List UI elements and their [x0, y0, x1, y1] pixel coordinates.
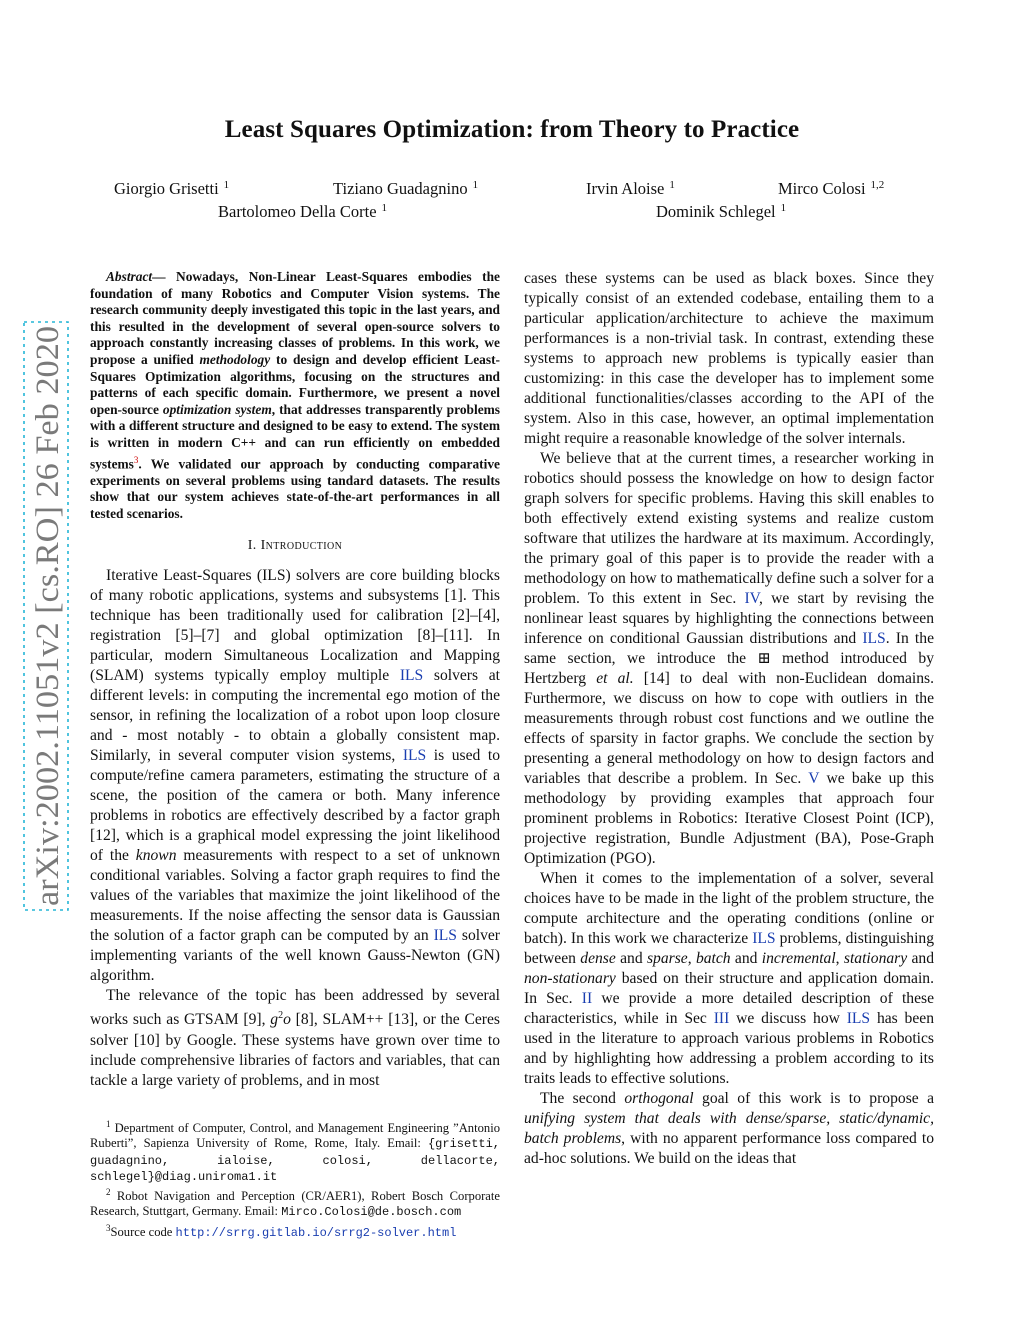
section-link[interactable]: II [581, 990, 593, 1007]
section-link[interactable]: III [713, 1010, 730, 1027]
arxiv-stamp-graphic [20, 320, 72, 912]
footnote-email: {grisetti, guadagnino, ialoise, colosi, dellacorte, schlegel}@diag.uniroma1.it [90, 1137, 500, 1184]
emphasis-text: et al. [596, 670, 634, 687]
abstract-emphasis: methodology [199, 351, 271, 367]
author-1 [114, 179, 229, 199]
section-number: I. [247, 538, 261, 554]
author-affiliation: 1 [669, 179, 675, 191]
right-column [524, 269, 934, 1169]
emphasis-text: unifying system that deals with dense/sparse, static/dynamic, batch problems [524, 1110, 934, 1147]
emphasis-text: incremental [761, 950, 836, 967]
left-column [90, 269, 500, 1091]
abstract-text: to design and develop efficient Least-Squares Optimization algorithms, focusing on the structures and patterns of each specific domain. Furthermore, we present a novel open-source [90, 351, 500, 417]
author-affiliation: 1 [381, 202, 388, 214]
body-text: [8], SLAM++ [13], or the Ceres solver [10] by Google. These systems have grown over time to include comprehensive libraries of factors and variables, that can tackle a large variety of problems, and in most [90, 1011, 500, 1089]
body-text: and [615, 950, 647, 967]
author-6 [656, 202, 786, 222]
author-name: Irvin Aloise [586, 179, 665, 198]
author-2 [333, 179, 478, 199]
acronym-link[interactable]: ILS [862, 630, 886, 647]
footnote-email: Mirco.Colosi@de.bosch.com [281, 1205, 462, 1220]
author-4 [778, 179, 884, 199]
intro-paragraph-5 [524, 869, 934, 1089]
footnotes [90, 1117, 500, 1241]
arxiv-stamp-text: arXiv:2002.11051v2 [cs.RO] 26 Feb 2020 [30, 356, 66, 906]
body-text: , [687, 950, 696, 967]
emphasis-text: stationary [843, 950, 908, 967]
body-text: and [907, 950, 934, 967]
body-text: [14] to deal with non-Euclidean domains. Furthermore, we discuss on how to cope with outliers in the measurements through robust cost functions and we outline the effects of sparsity in factor graphs. We conclude the section by presenting a general methodology on how to design factors and variables that describe a problem. In Sec. [524, 670, 934, 787]
body-text: measurements with respect to a set of unknown conditional variables. Solving a factor graph requires to find the values of the variables that maximize the joint likelihood of the measurements. If the noise affecting the sensor data is Gaussian the solution of a factor graph can be computed by an [90, 847, 500, 945]
author-name: Dominik Schlegel [656, 202, 776, 221]
g2o-superscript: 2 [278, 1010, 284, 1022]
body-text: we bake up this methodology by providing examples that approach four prominent problems in Robotics: Iterative Closest Point (ICP), projective registration, Bundle Adjustment (BA), Pose-Graph Optimization (PGO). [524, 770, 934, 867]
body-text: we discuss how [729, 1010, 847, 1027]
body-text: has been used in the literature to approach various problems in Robotics and by highlighting how addressing a problem according to its traits leads to effective solutions. [524, 1010, 934, 1087]
author-affiliation: 1 [223, 179, 230, 191]
intro-paragraph-1 [90, 566, 500, 986]
paper-title: Least Squares Optimization: from Theory to Practice [224, 116, 800, 143]
g2o-o: o [283, 1011, 291, 1029]
author-name: Mirco Colosi [778, 179, 866, 198]
body-text: We believe that at the current times, a researcher working in robotics should possess the knowledge on how to design factor graph solvers for specific problems. Having this skill enables to both effectively extend existing systems and realize custom software that utilizes the hardware at its maximum. Accordingly, the primary goal of this paper is to provide the reader with a methodology on how to mathematically define such a solver for a problem. To this extent in Sec. [524, 450, 934, 607]
emphasis-text: dense [580, 950, 616, 967]
author-affiliation: 1 [472, 179, 479, 191]
emphasis-text: non-stationary [524, 970, 616, 987]
author-3 [586, 179, 675, 199]
body-text: When it comes to the implementation of a solver, several choices have to be made in the light of the problem structure, the compute architecture and the operating conditions (online or batch). In this work we characterize [524, 870, 934, 947]
section-heading-introduction [90, 536, 500, 556]
footnote-mark: 3 [106, 1222, 111, 1233]
section-title: Introduction [260, 538, 343, 554]
body-text: based on their structure and application domain. In Sec. [524, 970, 934, 1007]
emphasis-text: known [135, 847, 177, 865]
source-code-link[interactable]: http://srrg.gitlab.io/srrg2-solver.html [175, 1225, 457, 1240]
body-text: problems, distinguishing between [524, 930, 934, 967]
intro-paragraph-2 [90, 986, 500, 1090]
acronym-link[interactable]: ILS [433, 927, 457, 945]
body-text: . In the same section, we introduce the ⊞ method introduced by Hertzberg [524, 630, 934, 687]
body-text: , [835, 950, 844, 967]
footnote-ref[interactable]: 3 [133, 454, 139, 465]
body-text: solvers at different levels: in computing the incremental ego motion of the sensor, in refining the localization of a robot upon loop closure and - most notably - to obtain a globally consistent map. Similarly, in several computer vision systems, [90, 667, 500, 765]
emphasis-text: sparse [646, 950, 688, 967]
body-text: solver implementing variants of the well known Gauss-Newton (GN) algorithm. [90, 927, 500, 985]
author-name: Giorgio Grisetti [114, 179, 219, 198]
intro-paragraph-4 [524, 449, 934, 869]
author-name: Tiziano Guadagnino [333, 179, 468, 198]
footnote-1 [90, 1117, 500, 1185]
emphasis-text: orthogonal [624, 1090, 694, 1107]
body-text: and [730, 950, 762, 967]
body-text: , we start by revising the nonlinear least squares by highlighting the connections between inference on conditional Gaussian distributions and [524, 590, 934, 647]
author-affiliation: 1 [780, 202, 787, 214]
body-text: goal of this work is to propose a [693, 1090, 934, 1107]
acronym-link[interactable]: ILS [752, 930, 776, 947]
footnote-2 [90, 1185, 500, 1221]
section-link[interactable]: IV [744, 590, 759, 607]
abstract-text: , that addresses transparently problems with a different structure and designed to be easy to extend. The system is written in modern C++ and can run efficiently on embedded systems [90, 401, 500, 471]
emphasis-text: batch [695, 950, 731, 967]
body-text: The relevance of the topic has been addressed by several works such as GTSAM [9], [90, 987, 500, 1029]
body-text: Iterative Least-Squares (ILS) solvers are core building blocks of many robotic applications, systems and subsystems [1]. This technique has been traditionally used for calibration [2]–[4], registration [5]–[7] and global optimization [8]–[11]. In particular, modern Simultaneous Localization and Mapping (SLAM) systems typically employ multiple [90, 567, 500, 685]
author-5 [218, 202, 387, 222]
intro-paragraph-6 [524, 1089, 934, 1169]
footnote-mark: 2 [106, 1187, 111, 1197]
acronym-link[interactable]: ILS [399, 667, 424, 685]
footnote-mark: 1 [106, 1119, 111, 1129]
intro-paragraph-3 [524, 269, 934, 449]
acronym-link[interactable]: ILS [846, 1010, 871, 1027]
body-text: The second [540, 1090, 625, 1107]
body-text: cases these systems can be used as black boxes. Since they typically consist of an extended codebase, entailing them to a particular application/architecture to achieve the maximum performances is a non-trivial task. In contrast, extending these systems to approach new problems is typically easier than customizing: in this case the developer has to implement some additional functionalities/classes according to the API of the system. Also in this case, however, an optimal implementation might require a reasonable knowledge of the solver internals. [524, 270, 934, 447]
abstract-emphasis: optimization system [162, 401, 272, 417]
abstract [90, 269, 500, 522]
arxiv-stamp [20, 320, 72, 912]
section-link[interactable]: V [808, 770, 820, 787]
abstract-label: Abstract [106, 269, 153, 284]
body-text: is used to compute/refine camera parameters, estimating the structure of a scene, the position of the camera or both. Many inference problems in robotics are effectively described by a factor graph [12], which is a graphical model expressing the joint likelihood of the [90, 747, 500, 865]
body-text: , with no apparent performance loss compared to ad-hoc solutions. We build on the ideas that [524, 1130, 934, 1167]
author-affiliation: 1,2 [870, 179, 885, 191]
author-name: Bartolomeo Della Corte [218, 202, 377, 221]
abstract-text: . We validated our approach by conducting comparative experiments on several problems using tandard datasets. The results show that our system achieves state-of-the-art performances in all tested scenarios. [90, 456, 500, 521]
footnote-text: Department of Computer, Control, and Management Engineering ”Antonio Ruberti”, Sapienza University of Rome, Rome, Italy. Email: [90, 1121, 500, 1151]
g2o-g: g [270, 1011, 279, 1029]
abstract-dash: — [152, 269, 166, 284]
footnote-3 [90, 1221, 500, 1241]
footnote-text: Robot Navigation and Perception (CR/AER1), Robert Bosch Corporate Research, Stuttgart, Germany. Email: [90, 1189, 500, 1219]
acronym-link[interactable]: ILS [402, 747, 427, 765]
body-text: we provide a more detailed description of these characteristics, while in Sec [524, 990, 935, 1027]
footnote-text: Source code [110, 1224, 176, 1239]
abstract-text: Nowadays, Non-Linear Least-Squares embodies the foundation of many Robotics and Computer Vision systems. The research community deeply investigated this topic in the last years, and this resulted in the development of several open-source solvers to approach constantly increasing classes of problems. In this work, we propose a unified [90, 269, 500, 367]
